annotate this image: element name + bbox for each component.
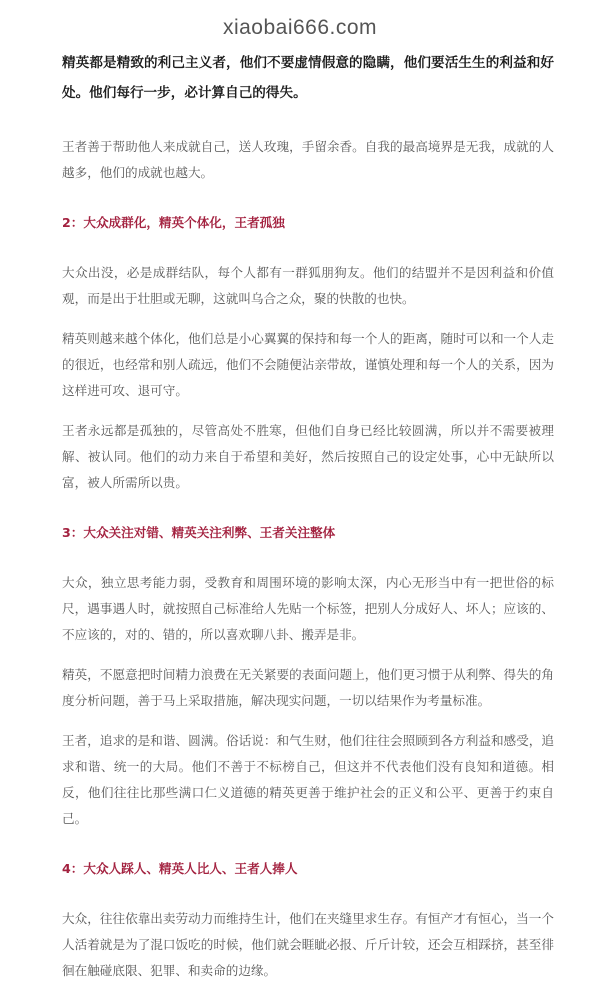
section-2-paragraph-masses: 大众出没，必是成群结队，每个人都有一群狐朋狗友。他们的结盟并不是因利益和价值观，而是出于壮胆或无聊，这就叫乌合之众，聚的快散的也快。 <box>62 265 554 306</box>
section-2-paragraph-king: 王者永远都是孤独的，尽管高处不胜寒，但他们自身已经比较圆满，所以并不需要被理解、被认同。他们的动力来自于希望和美好，然后按照自己的设定处事，心中无缺所以富，被人所需所以贵。 <box>62 423 554 490</box>
section-3-paragraph-king: 王者，追求的是和谐、圆满。俗话说：和气生财，他们往往会照顾到各方利益和感受，追求和谐、统一的大局。他们不善于不标榜自己，但这并不代表他们没有良知和道德。相反，他们往往比那些满口仁义道德的精英更善于维护社会的正义和公平、更善于约束自己。 <box>62 733 554 826</box>
section-4-paragraph-masses: 大众，往往依靠出卖劳动力而维持生计，他们在夹缝里求生存。有恒产才有恒心，当一个人活着就是为了混口饭吃的时候，他们就会睚眦必报、斤斤计较，还会互相踩挤，甚至徘徊在触碰底限、犯罪、和卖命的边缘。 <box>62 911 554 978</box>
paragraph-king-helps-others: 王者善于帮助他人来成就自己，送人玫瑰，手留余香。自我的最高境界是无我，成就的人越多，他们的成就也越大。 <box>62 139 554 180</box>
section-2-paragraph-elite: 精英则越来越个体化，他们总是小心翼翼的保持和每一个人的距离，随时可以和一个人走的很近，也经常和别人疏远，他们不会随便沾亲带故，谨慎处理和每一个人的关系，因为这样进可攻、退可守。 <box>62 331 554 398</box>
section-3-paragraph-elite: 精英，不愿意把时间精力浪费在无关紧要的表面问题上，他们更习惯于从利弊、得失的角度分析问题，善于马上采取措施，解决现实问题，一切以结果作为考量标准。 <box>62 667 554 708</box>
section-4-heading: 4：大众人踩人、精英人比人、王者人捧人 <box>62 861 298 876</box>
article-body <box>62 48 554 984</box>
section-3-heading: 3：大众关注对错、精英关注利弊、王者关注整体 <box>62 525 336 540</box>
section-2-heading: 2：大众成群化，精英个体化，王者孤独 <box>62 215 285 230</box>
section-3-paragraph-masses: 大众，独立思考能力弱，受教育和周围环境的影响太深，内心无形当中有一把世俗的标尺，遇事遇人时，就按照自己标准给人先贴一个标签，把别人分成好人、坏人；应该的、不应该的，对的、错的，所以喜欢聊八卦、搬弄是非。 <box>62 575 554 642</box>
lead-paragraph: 精英都是精致的利己主义者，他们不要虚情假意的隐瞒，他们要活生生的利益和好处。他们每行一步，必计算自己的得失。 <box>62 55 554 101</box>
site-watermark: xiaobai666.com <box>222 16 378 39</box>
